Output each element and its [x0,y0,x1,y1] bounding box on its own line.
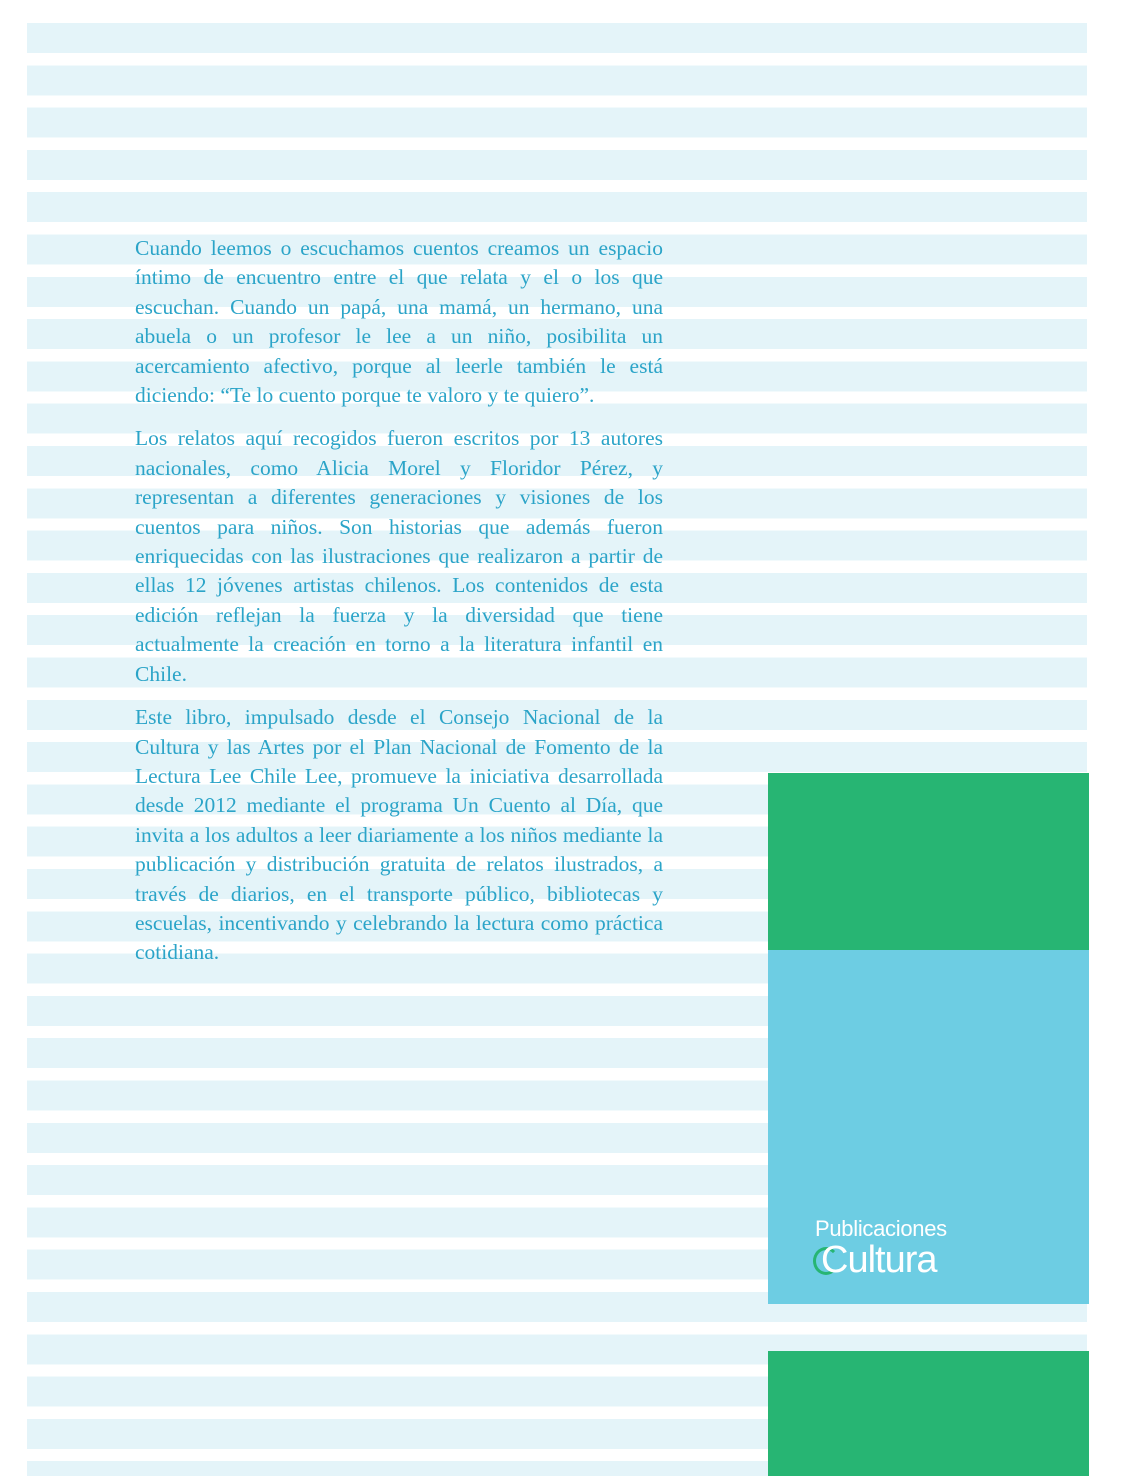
publicaciones-cultura-logo [815,1216,947,1280]
logo-cultura-wordmark [815,1240,947,1280]
green-color-block-bottom [768,1351,1089,1476]
paragraph-1: Cuando leemos o escuchamos cuentos creamos un espacio íntimo de encuentro entre el que relata y el o los que escuchan. Cuando un papá, una mamá, un hermano, una abuela o un profesor le lee a un niño, posibilita un acercamiento afectivo, porque al leerle también le está diciendo: “Te lo cuento porque te valoro y te quiero”. [135,236,663,408]
logo-publicaciones-text: Publicaciones [815,1216,947,1241]
green-color-block-top [768,773,1089,950]
back-cover-text [135,234,663,982]
paragraph-2: Los relatos aquí recogidos fueron escritos por 13 autores nacionales, como Alicia Morel y Floridor Pérez, y representan a diferentes generaciones y visiones de los cuentos para niños. Son historias que además fueron enriquecidas con las ilustraciones que realizaron a partir de ellas 12 jóvenes artistas chilenos. Los contenidos de esta edición reflejan la fuerza y la diversidad que tiene actualmente la creación en torno a la literatura infantil en Chile. [135,426,663,686]
logo-cultura-text: Cultura [821,1239,937,1281]
paragraph-3: Este libro, impulsado desde el Consejo Nacional de la Cultura y las Artes por el Plan Nacional de Fomento de la Lectura Lee Chile Lee, promueve la iniciativa desarrollada desde 2012 mediante el programa Un Cuento al Día, que invita a los adultos a leer diariamente a los niños mediante la publicación y distribución gratuita de relatos ilustrados, a través de diarios, en el transporte público, bibliotecas y escuelas, incentivando y celebrando la lectura como práctica cotidiana. [135,705,663,965]
